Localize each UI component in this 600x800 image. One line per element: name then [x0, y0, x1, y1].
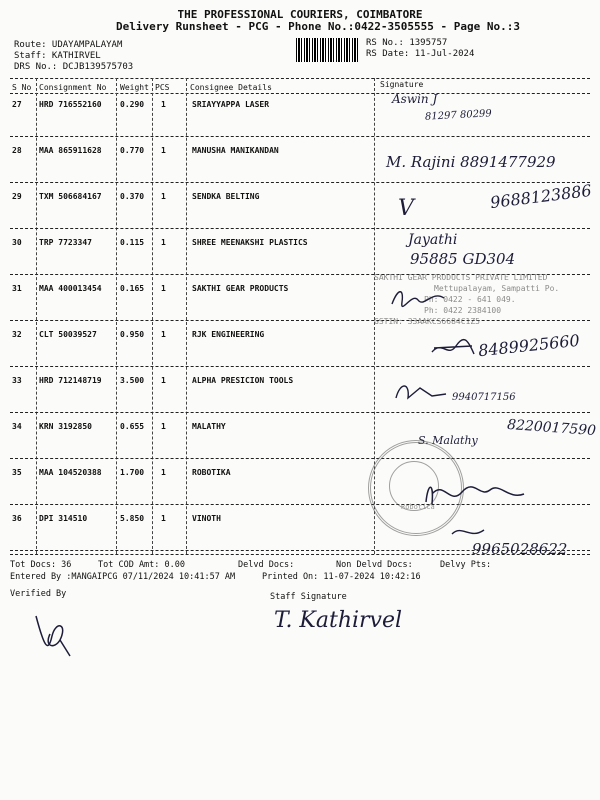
- phone-27: 81297 80299: [424, 108, 493, 123]
- row-rule: [10, 228, 590, 229]
- signature-35-scribble: [420, 476, 530, 512]
- row-pcs: 1: [161, 330, 166, 339]
- seal-text: Robotica: [401, 503, 435, 511]
- row-sno: 31: [12, 284, 22, 293]
- drs-number: DRS No.: DCJB139575703: [14, 62, 134, 72]
- row-weight: 0.370: [120, 192, 145, 201]
- row-consignee: SENDKA BELTING: [192, 192, 260, 201]
- col-divider: [36, 78, 37, 554]
- row-pcs: 1: [161, 192, 166, 201]
- signature-33-scribble: [390, 378, 450, 408]
- row-weight: 5.850: [120, 514, 145, 523]
- signature-34: S. Malathy: [418, 434, 478, 447]
- staff-signature-label: Staff Signature: [270, 592, 347, 602]
- tot-docs: Tot Docs: 36: [10, 560, 72, 570]
- row-pcs: 1: [161, 100, 166, 109]
- barcode-icon: [296, 38, 358, 62]
- signature-31-scribble: [388, 286, 448, 310]
- row-sno: 28: [12, 146, 22, 155]
- row-weight: 0.770: [120, 146, 145, 155]
- entered-by: Entered By :MANGAIPCG 07/11/2024 10:41:57 AM: [10, 572, 236, 582]
- row-consignment-no: MAA 865911628: [39, 146, 102, 155]
- row-weight: 0.655: [120, 422, 145, 431]
- col-consignee: Consignee Details: [190, 83, 272, 92]
- row-sno: 36: [12, 514, 22, 523]
- row-rule: [10, 136, 590, 137]
- col-pcs: PCS: [155, 83, 170, 92]
- delvd-docs: Delvd Docs:: [238, 560, 295, 570]
- row-consignee: VINOTH: [192, 514, 221, 523]
- phone-30: 95885 GD304: [410, 250, 516, 268]
- staff-signature: T. Kathirvel: [274, 608, 403, 633]
- row-weight: 0.290: [120, 100, 145, 109]
- row-consignment-no: HRD 716552160: [39, 100, 102, 109]
- row-consignee: ROBOTIKA: [192, 468, 231, 477]
- row-consignee: RJK ENGINEERING: [192, 330, 265, 339]
- row-consignment-no: MAA 400013454: [39, 284, 102, 293]
- row-pcs: 1: [161, 376, 166, 385]
- row-weight: 0.115: [120, 238, 145, 247]
- stamp-line: Ph: 0422 2384100: [424, 306, 502, 315]
- row-consignment-no: DPI 314510: [39, 514, 88, 523]
- row-pcs: 1: [161, 238, 166, 247]
- printed-on: Printed On: 11-07-2024 10:42:16: [262, 572, 421, 582]
- phone-33: 9940717156: [452, 392, 516, 403]
- stamp-line: GSTIN: 33AAKCS6684C1Z5: [374, 317, 480, 326]
- row-consignment-no: CLT 50039527: [39, 330, 97, 339]
- row-pcs: 1: [161, 284, 166, 293]
- row-consignee: MALATHY: [192, 422, 226, 431]
- row-rule: [10, 458, 590, 459]
- col-consignment: Consignment No: [39, 83, 107, 92]
- company-title: THE PROFESSIONAL COURIERS, COIMBATORE: [177, 8, 423, 21]
- row-rule: [10, 412, 590, 413]
- row-sno: 35: [12, 468, 22, 477]
- signature-27: Aswin J: [392, 92, 438, 106]
- row-weight: 1.700: [120, 468, 145, 477]
- row-pcs: 1: [161, 146, 166, 155]
- runsheet-subtitle: Delivery Runsheet - PCG - Phone No.:0422-3505555 - Page No.:3: [116, 20, 520, 33]
- initial-29: V: [398, 196, 414, 221]
- row-consignment-no: TRP 7723347: [39, 238, 92, 247]
- col-divider: [152, 78, 153, 554]
- row-sno: 34: [12, 422, 22, 431]
- row-sno: 32: [12, 330, 22, 339]
- row-consignee: SAKTHI GEAR PRODUCTS: [192, 284, 289, 293]
- stamp-line: Ph: 0422 - 641 049.: [424, 295, 516, 304]
- rs-number: RS No.: 1395757: [366, 38, 448, 48]
- col-sno: S No: [12, 83, 32, 92]
- row-consignment-no: TXM 506684167: [39, 192, 102, 201]
- row-weight: 0.950: [120, 330, 145, 339]
- row-consignment-no: MAA 104520388: [39, 468, 102, 477]
- rs-date: RS Date: 11-Jul-2024: [366, 49, 475, 59]
- row-pcs: 1: [161, 422, 166, 431]
- tot-cod: Tot COD Amt: 0.00: [98, 560, 185, 570]
- col-weight: Weight: [120, 83, 149, 92]
- route-label: Route: UDAYAMPALAYAM: [14, 40, 123, 50]
- header-bottom-rule: [10, 93, 590, 94]
- phone-34: 8220017590: [506, 416, 597, 440]
- row-pcs: 1: [161, 514, 166, 523]
- row-rule: [10, 182, 590, 183]
- col-divider: [116, 78, 117, 554]
- staff-label: Staff: KATHIRVEL: [14, 51, 101, 61]
- row-weight: 0.165: [120, 284, 145, 293]
- row-consignment-no: HRD 712148719: [39, 376, 102, 385]
- row-sno: 29: [12, 192, 22, 201]
- stamp-line: SAKTHI GEAR PRODUCTS PRIVATE LIMITED: [374, 273, 548, 282]
- table-top-rule: [10, 78, 590, 79]
- delvy-pts: Delvy Pts:: [440, 560, 492, 570]
- table-bottom-rule: [10, 554, 590, 555]
- col-signature: Signature: [380, 80, 424, 89]
- phone-29: 9688123886: [489, 180, 593, 213]
- row-rule: [10, 366, 590, 367]
- signature-28: M. Rajini 8891477929: [386, 153, 556, 171]
- verified-by: Verified By: [10, 589, 67, 599]
- col-divider: [186, 78, 187, 554]
- row-weight: 3.500: [120, 376, 145, 385]
- row-consignee: ALPHA PRESICION TOOLS: [192, 376, 294, 385]
- row-consignment-no: KRN 3192850: [39, 422, 92, 431]
- row-sno: 30: [12, 238, 22, 247]
- row-consignee: MANUSHA MANIKANDAN: [192, 146, 279, 155]
- verifier-signature-scribble: [30, 606, 82, 660]
- stamp-line: Mettupalayam, Sampatti Po.: [434, 284, 560, 293]
- row-consignee: SHREE MEENAKSHI PLASTICS: [192, 238, 308, 247]
- phone-36: 9965028622: [472, 540, 568, 558]
- row-sno: 27: [12, 100, 22, 109]
- signature-30: Jayathi: [408, 232, 458, 248]
- row-sno: 33: [12, 376, 22, 385]
- row-pcs: 1: [161, 468, 166, 477]
- non-delvd-docs: Non Delvd Docs:: [336, 560, 413, 570]
- signature-32-scribble: [428, 336, 478, 362]
- phone-32: 8489925660: [477, 330, 581, 361]
- row-consignee: SRIAYYAPPA LASER: [192, 100, 270, 109]
